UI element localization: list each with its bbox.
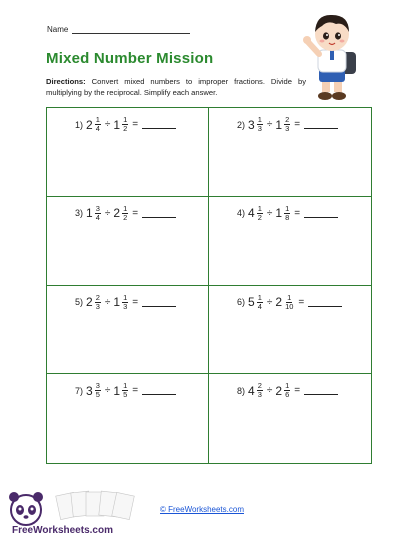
mixed-number-a [86, 116, 102, 133]
problem-expression [237, 205, 338, 222]
numerator: 1 [123, 115, 128, 124]
numerator: 2 [257, 381, 262, 391]
fraction [95, 294, 101, 311]
name-field [47, 25, 190, 34]
problem-number: 3) [75, 208, 84, 219]
numerator: 1 [287, 292, 292, 302]
mixed-number-b [275, 382, 291, 399]
problem-expression [237, 116, 338, 133]
divide-sign: ÷ [266, 385, 273, 397]
problem-cell [209, 374, 371, 463]
fraction [122, 205, 128, 222]
equals-sign: = [132, 385, 139, 397]
fraction [95, 116, 101, 133]
mixed-number-a [86, 294, 102, 311]
name-blank-line [72, 26, 190, 34]
answer-blank[interactable] [142, 298, 176, 307]
fraction [122, 382, 128, 399]
denominator: 2 [257, 212, 262, 222]
directions-text: Convert mixed numbers to improper fractions. Divide by multiplying by the reciprocal. Simplify each answer. [46, 77, 306, 97]
equals-sign: = [298, 296, 305, 308]
denominator: 2 [123, 212, 128, 222]
numerator: 1 [257, 115, 262, 124]
fraction [284, 205, 290, 222]
denominator: 10 [285, 301, 294, 311]
mixed-number-b [275, 205, 291, 222]
numerator: 1 [123, 203, 128, 213]
directions-label: Directions: [46, 77, 86, 86]
denominator: 8 [285, 212, 290, 222]
whole-part: 4 [248, 206, 255, 221]
denominator: 3 [257, 124, 262, 133]
problem-number: 6) [237, 297, 246, 307]
fraction [122, 294, 128, 311]
denominator: 3 [257, 390, 262, 400]
svg-text:FreeWorksheets.com: FreeWorksheets.com [12, 525, 113, 536]
equals-sign: = [294, 385, 301, 397]
divide-sign: ÷ [104, 119, 111, 130]
numerator: 1 [285, 381, 290, 391]
equals-sign: = [132, 119, 139, 130]
denominator: 3 [123, 301, 128, 311]
problem-number: 1) [75, 119, 84, 130]
whole-part: 4 [248, 383, 255, 398]
whole-part: 2 [113, 206, 121, 221]
freeworksheets-link[interactable]: © FreeWorksheets.com [160, 505, 244, 514]
fraction [95, 205, 101, 222]
answer-blank[interactable] [304, 209, 338, 218]
fraction [257, 382, 263, 399]
mixed-number-a [248, 116, 264, 133]
problem-cell [209, 108, 371, 197]
mixed-number-b [113, 116, 129, 133]
freeworksheets-logo [6, 488, 156, 536]
denominator: 5 [123, 390, 128, 400]
whole-part: 2 [275, 295, 283, 309]
numerator: 1 [257, 203, 262, 213]
denominator: 3 [285, 124, 290, 133]
problem-cell [47, 286, 209, 375]
whole-part: 5 [248, 295, 255, 309]
fraction [95, 382, 101, 399]
mixed-number-b [275, 294, 295, 311]
problem-cell [47, 108, 209, 197]
mixed-number-b [113, 382, 129, 399]
equals-sign: = [294, 207, 301, 219]
numerator: 1 [285, 203, 290, 213]
denominator: 4 [95, 124, 100, 133]
fraction [257, 205, 263, 222]
whole-part: 2 [86, 117, 93, 132]
fraction [284, 116, 290, 133]
problem-expression [75, 205, 176, 222]
whole-part: 1 [86, 206, 93, 221]
mixed-number-a [86, 382, 102, 399]
numerator: 3 [95, 203, 100, 213]
equals-sign: = [132, 207, 139, 219]
divide-sign: ÷ [104, 207, 111, 219]
problem-expression [237, 382, 338, 399]
mixed-number-a [248, 205, 264, 222]
whole-part: 1 [275, 117, 283, 132]
whole-part: 1 [113, 117, 121, 132]
mixed-number-a [86, 205, 102, 222]
name-label: Name [47, 25, 69, 34]
answer-blank[interactable] [304, 386, 338, 395]
whole-part: 2 [86, 295, 93, 309]
whole-part: 1 [275, 206, 283, 221]
problem-cell [209, 286, 371, 375]
numerator: 1 [123, 292, 128, 302]
problem-expression [75, 294, 176, 311]
denominator: 6 [285, 390, 290, 400]
divide-sign: ÷ [104, 385, 111, 397]
denominator: 2 [123, 124, 128, 133]
fraction [257, 294, 263, 311]
directions [46, 76, 306, 98]
problem-expression [237, 294, 342, 311]
problem-cell [47, 374, 209, 463]
denominator: 4 [257, 301, 262, 311]
boy-mascot-illustration [300, 8, 366, 104]
problem-number: 5) [75, 297, 84, 307]
mixed-number-a [248, 294, 264, 311]
page-title: Mixed Number Mission [46, 50, 214, 67]
answer-blank[interactable] [142, 386, 176, 395]
problem-expression [75, 116, 176, 133]
denominator: 3 [95, 301, 100, 311]
equals-sign: = [294, 119, 301, 130]
problem-number: 7) [75, 385, 84, 396]
answer-blank[interactable] [142, 120, 176, 129]
divide-sign: ÷ [266, 119, 273, 130]
problem-number: 4) [237, 208, 246, 219]
denominator: 5 [95, 390, 100, 400]
whole-part: 1 [113, 295, 121, 309]
numerator: 1 [95, 115, 100, 124]
numerator: 2 [95, 292, 100, 302]
problem-expression [75, 382, 176, 399]
whole-part: 3 [248, 117, 255, 132]
whole-part: 3 [86, 383, 93, 398]
fraction [257, 116, 263, 133]
answer-blank[interactable] [308, 298, 342, 307]
problem-cell [209, 197, 371, 286]
equals-sign: = [132, 296, 139, 308]
answer-blank[interactable] [142, 209, 176, 218]
mixed-number-a [248, 382, 264, 399]
problem-cell [47, 197, 209, 286]
fraction [284, 382, 290, 399]
problem-number: 8) [237, 385, 246, 396]
mixed-number-b [275, 116, 291, 133]
divide-sign: ÷ [266, 296, 273, 308]
problem-number: 2) [237, 119, 246, 130]
answer-blank[interactable] [304, 120, 338, 129]
mixed-number-b [113, 205, 129, 222]
whole-part: 2 [275, 383, 283, 398]
denominator: 4 [95, 212, 100, 222]
divide-sign: ÷ [104, 296, 111, 308]
numerator: 2 [285, 115, 290, 124]
numerator: 3 [95, 381, 100, 391]
mixed-number-b [113, 294, 129, 311]
divide-sign: ÷ [266, 207, 273, 219]
whole-part: 1 [113, 383, 121, 398]
fraction [284, 294, 294, 311]
problems-grid [46, 107, 372, 464]
numerator: 1 [257, 292, 262, 302]
numerator: 1 [123, 381, 128, 391]
fraction [122, 116, 128, 133]
